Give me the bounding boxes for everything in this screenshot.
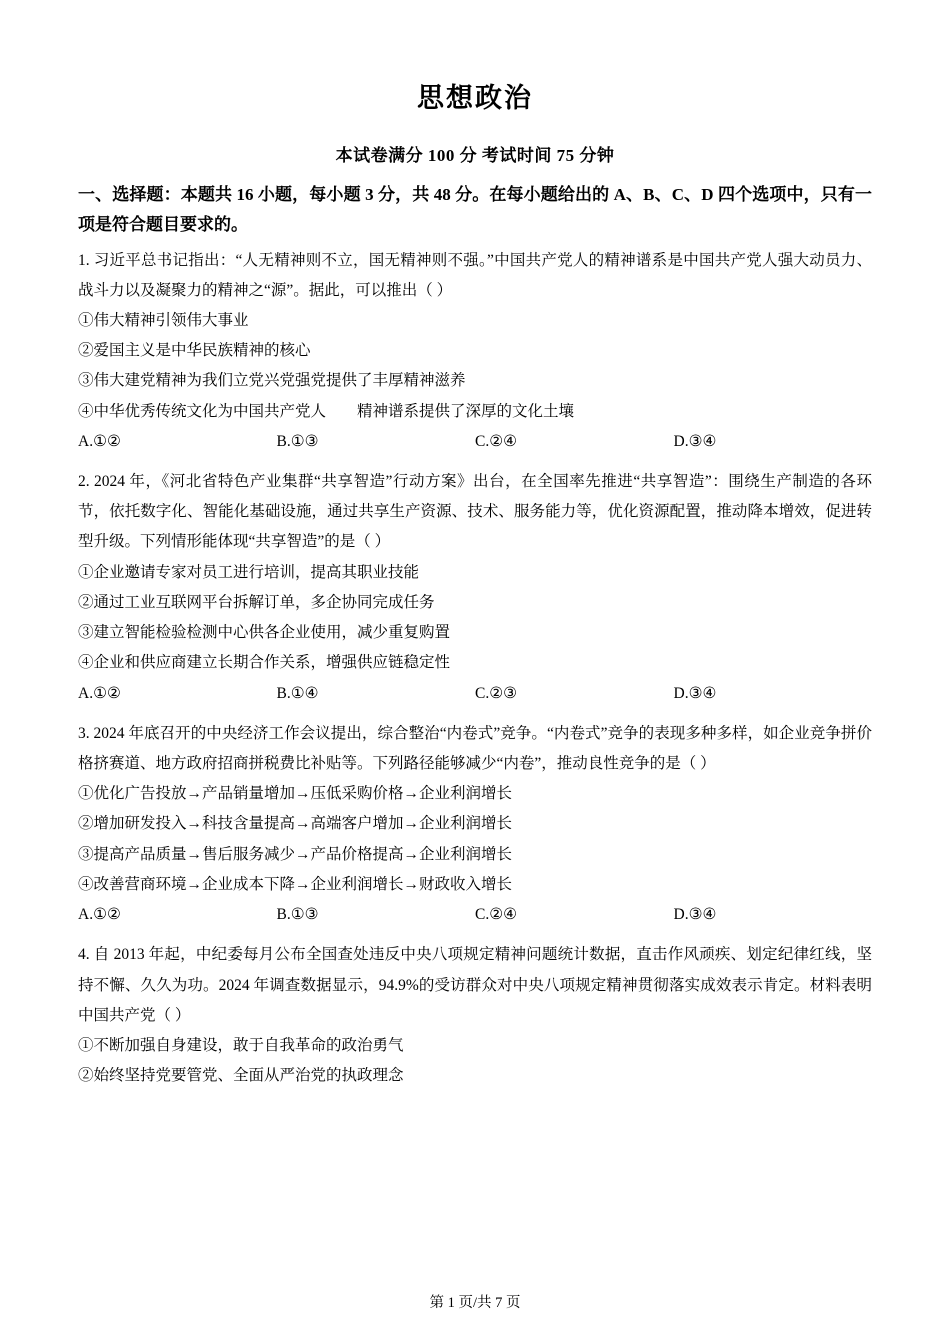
- answer-choice-c[interactable]: C.②④: [475, 432, 518, 450]
- answer-choice-a[interactable]: A.①②: [78, 906, 121, 924]
- question-option: ②爱国主义是中华民族精神的核心: [78, 342, 311, 360]
- question-option: ④改善营商环境→企业成本下降→企业利润增长→财政收入增长: [78, 875, 513, 893]
- question-stem: 4. 自 2013 年起，中纪委每月公布全国查处违反中央八项规定精神问题统计数据，直击作风顽疾、划定纪律红线，坚持不懈、久久为功。2024 年调查数据显示，94.9%的受访群众对中央八项规定精神贯彻落实成效表示肯定。材料表明中国共产党（ ）: [78, 946, 872, 1024]
- page-footer: 第 1 页/共 7 页: [429, 1295, 521, 1311]
- answer-choice-d[interactable]: D.③④: [673, 684, 717, 702]
- question-option: ②通过工业互联网平台拆解订单，多企协同完成任务: [78, 593, 435, 611]
- section-heading: 一、选择题：本题共 16 小题，每小题 3 分，共 48 分。在每小题给出的 A、B、C、D 四个选项中，只有一项是符合题目要求的。: [78, 185, 872, 234]
- question-stem: 1. 习近平总书记指出：“人无精神则不立，国无精神则不强。”中国共产党人的精神谱系是中国共产党人强大动员力、战斗力以及凝聚力的精神之“源”。据此，可以推出（ ）: [78, 251, 872, 299]
- answer-choice-b[interactable]: B.①④: [276, 684, 319, 702]
- answer-choice-b[interactable]: B.①③: [276, 906, 319, 924]
- question-option: ①优化广告投放→产品销量增加→压低采购价格→企业利润增长: [78, 785, 513, 803]
- question-option: ②始终坚持党要管党、全面从严治党的执政理念: [78, 1067, 404, 1085]
- question-block: [78, 940, 872, 1091]
- answer-choice-c[interactable]: C.②③: [475, 684, 518, 702]
- answer-choice-c[interactable]: C.②④: [475, 906, 518, 924]
- answer-choices: [78, 900, 872, 930]
- question-block: [78, 467, 872, 709]
- question-option: ①不断加强自身建设，敢于自我革命的政治勇气: [78, 1036, 404, 1054]
- exam-info-line: 本试卷满分 100 分 考试时间 75 分钟: [335, 146, 615, 165]
- answer-choice-a[interactable]: A.①②: [78, 684, 121, 702]
- answer-choice-b[interactable]: B.①③: [276, 432, 319, 450]
- question-stem: 3. 2024 年底召开的中央经济工作会议提出，综合整治“内卷式”竞争。“内卷式”竞争的表现多种多样，如企业竞争拼价格挤赛道、地方政府招商拼税费比补贴等。下列路径能够减少“内卷”，推动良性竞争的是（ ）: [78, 724, 872, 772]
- question-stem: 2. 2024 年，《河北省特色产业集群“共享智造”行动方案》出台，在全国率先推进“共享智造”：围绕生产制造的各环节，依托数字化、智能化基础设施，通过共享生产资源、技术、服务能力等，优化资源配置，推动降本增效，促进转型升级。下列情形能体现“共享智造”的是（ ）: [78, 473, 872, 551]
- question-option: ③提高产品质量→售后服务减少→产品价格提高→企业利润增长: [78, 845, 513, 863]
- question-option: ②增加研发投入→科技含量提高→高端客户增加→企业利润增长: [78, 815, 513, 833]
- answer-choice-d[interactable]: D.③④: [673, 432, 717, 450]
- question-option: ③伟大建党精神为我们立党兴党强党提供了丰厚精神滋养: [78, 372, 466, 390]
- question-option: ①伟大精神引领伟大事业: [78, 311, 249, 329]
- question-option: ④企业和供应商建立长期合作关系，增强供应链稳定性: [78, 654, 451, 672]
- question-option: ①企业邀请专家对员工进行培训，提高其职业技能: [78, 563, 420, 581]
- answer-choices: [78, 679, 872, 709]
- page-title: 思想政治: [417, 83, 533, 113]
- question-block: [78, 719, 872, 931]
- answer-choices: [78, 427, 872, 457]
- answer-choice-d[interactable]: D.③④: [673, 906, 717, 924]
- question-block: [78, 246, 872, 458]
- answer-choice-a[interactable]: A.①②: [78, 432, 121, 450]
- question-option: ④中华优秀传统文化为中国共产党人 精神谱系提供了深厚的文化土壤: [78, 402, 575, 420]
- question-option: ③建立智能检验检测中心供各企业使用，减少重复购置: [78, 624, 451, 642]
